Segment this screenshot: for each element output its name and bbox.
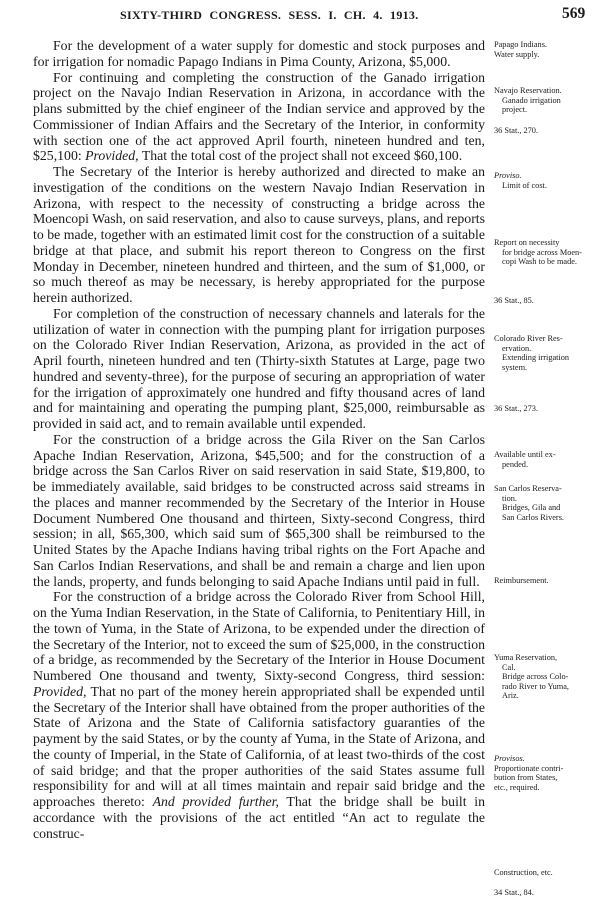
margin-note-line: bution from States, [494, 773, 558, 782]
margin-note-line: etc., required. [494, 782, 540, 792]
margin-note [494, 484, 594, 522]
margin-note-line: Reimbursement. [494, 576, 549, 585]
margin-note-line: Cal. [502, 662, 516, 672]
paragraph-text: For continuing and completing the construction of the Ganado irrigation project on the Navajo Indian Reservation in Arizona, in accordance with the plans submitted by the chief engineer of the Indian service and approved by the Commissioner of Indian Affairs and the Secretary of the Interior, in conformity with section one of the act approved April fourth, nineteen hundred and ten, $25,100: [33, 69, 485, 164]
body-paragraph [33, 70, 485, 165]
body-paragraph [33, 306, 485, 432]
margin-note-line: Papago Indians. [494, 40, 547, 49]
margin-note-line: Colorado River Res- [494, 334, 563, 343]
margin-note-line: pended. [502, 459, 529, 469]
margin-note [494, 888, 594, 898]
body-paragraph [33, 589, 485, 841]
margin-note-line: Extending irrigation [502, 353, 570, 362]
margin-note-line: Bridges, Gila and [502, 503, 561, 512]
margin-note-line: tion. [502, 493, 517, 503]
italic-text: Provided, [33, 683, 87, 699]
body-text [33, 38, 485, 841]
paragraph-text: For the construction of a bridge across the Colorado River from School Hill, on the Yuma Indian Reservation, in the State of California, to Penitentiary Hill, in the town of Yuma, in the State of Arizona, to be expended under the direction of the Secretary of the Interior, not to exceed the sum of $25,000, in the construction of a bridge, as recommended by the Secretary of the Interior in House Document Numbered One thousand and twenty, Sixty-second Congress, third session: [33, 589, 485, 683]
paragraph-text: For the development of a water supply for domestic and stock purposes and for irrigation for nomadic Papago Indians in Pima County, Arizona, $5,000. [33, 38, 485, 69]
margin-note-line: San Carlos Rivers. [502, 512, 564, 522]
margin-note [494, 450, 594, 469]
paragraph-text: The Secretary of the Interior is hereby authorized and directed to make an investigation of the conditions on the western Navajo Indian Reservation in Arizona, with respect to the necessity of constructing a bridge across the Moencopi Wash, on said reservation, and also to cause surveys, plans, and reports to be made, together with an estimated limit cost for the construction of a suitable bridge at that place, and submit his report thereon to Congress on the first Monday in December, nineteen hundred and thirteen, and the sum of $1,000, or so much thereof as may be necessary, is hereby appropriated for the purpose herein authorized. [33, 164, 485, 305]
margin-note-line: Yuma Reservation, [494, 653, 558, 662]
paragraph-text: That the total cost of the project shall not exceed $60,100. [138, 148, 463, 164]
italic-text: And provided further, [152, 794, 279, 809]
paragraph-text: That the bridge shall be built in accordance with the provisions of the act entitled “An act to regulate the construc- [33, 794, 486, 841]
body-paragraph [33, 38, 485, 70]
margin-note-line: system. [502, 362, 528, 372]
running-head: SIXTY-THIRD CONGRESS. SESS. I. CH. 4. 1913. [120, 8, 419, 22]
margin-note-line: Available until ex- [494, 450, 556, 459]
margin-note-line: 36 Stat., 85. [494, 296, 534, 305]
margin-note-line: Limit of cost. [502, 180, 547, 190]
page-header [0, 5, 600, 27]
margin-note [494, 40, 594, 59]
margin-note [494, 334, 594, 372]
margin-note-line: San Carlos Reserva- [494, 484, 562, 493]
margin-note [494, 576, 594, 586]
margin-note [494, 754, 594, 792]
margin-note-line: rado River to Yuma, [502, 681, 569, 691]
margin-note-line: for bridge across Moen- [502, 247, 582, 257]
margin-note-line: Proviso. [494, 171, 522, 180]
margin-note [494, 653, 594, 701]
margin-note [494, 404, 594, 414]
margin-note-line: Bridge across Colo- [502, 672, 569, 681]
body-paragraph [33, 432, 485, 590]
paragraph-text: For completion of the construction of necessary channels and laterals for the utilization of water in connection with the pumping plant for irrigation purposes on the Colorado River Indian Reservation, Arizona, as provided in the act of April fourth, nineteen hundred and ten (Thirty-sixth Statutes at Large, page two hundred and seventy-three), for the purpose of securing an appropriation of water for the irrigation of approximately one hundred and fifty thousand acres of land and for maintaining and operating the pumping plant, $25,000, reimbursable as provided in said act, and to remain available until expended. [33, 305, 485, 431]
margin-note-line: 36 Stat., 270. [494, 126, 539, 135]
paragraph-text: For the construction of a bridge across the Gila River on the San Carlos Apache Indian Reservation, Arizona, $45,500; and for the construction of a bridge across the San Carlos River on said reservation in said State, $19,800, to be immediately available, said bridges to be constructed across said streams in the places and manner recommended by the Secretary of the Interior in House Document Numbered One thousand and thirteen, Sixty-second Congress, third session; in all, $65,300, which said sum of $65,300 shall be reimbursed to the United States by the Apache Indians having tribal rights on the Fort Apache and San Carlos Indian Reservations, and shall be and remain a charge and lien upon the lands, property, and funds belonging to said Apache Indians until paid in full. [33, 431, 485, 589]
margin-note-line: copi Wash to be made. [502, 257, 577, 266]
margin-note [494, 126, 594, 136]
margin-note [494, 868, 594, 878]
margin-note [494, 86, 594, 115]
margin-note-line: 36 Stat., 273. [494, 404, 539, 413]
margin-note-line: Water supply. [494, 49, 540, 59]
margin-note-line: Proportionate contri- [494, 763, 564, 773]
margin-note-line: Ganado irrigation [502, 95, 561, 105]
body-paragraph [33, 164, 485, 306]
margin-note [494, 238, 594, 267]
margin-note-line: Construction, etc. [494, 868, 553, 877]
margin-note-line: project. [502, 105, 528, 114]
margin-note-line: Report on necessity [494, 238, 560, 247]
margin-note-line: Navajo Reservation. [494, 86, 562, 95]
margin-note-line: Provisos. [494, 754, 525, 763]
margin-note [494, 296, 594, 306]
margin-note [494, 171, 594, 190]
italic-text: Provided, [85, 148, 139, 164]
margin-note-line: 34 Stat., 84. [494, 888, 534, 897]
margin-note-line: ervation. [502, 343, 532, 353]
margin-note-line: Ariz. [502, 691, 519, 700]
page-number: 569 [562, 5, 586, 22]
paragraph-text: That no part of the money herein appropriated shall be expended until the Secretary of the Interior shall have obtained from the proper authorities of the State of Arizona and the State of California satisfactory guaranties of the payment by the said States, or by the county af Yuma, in the State of Arizona, and the county of Imperial, in the State of California, of at least two-thirds of the cost of said bridge; and that the proper authorities of the said States assume full responsibility for and will at all times maintain and repair said bridge and the approaches thereto: [33, 683, 485, 809]
